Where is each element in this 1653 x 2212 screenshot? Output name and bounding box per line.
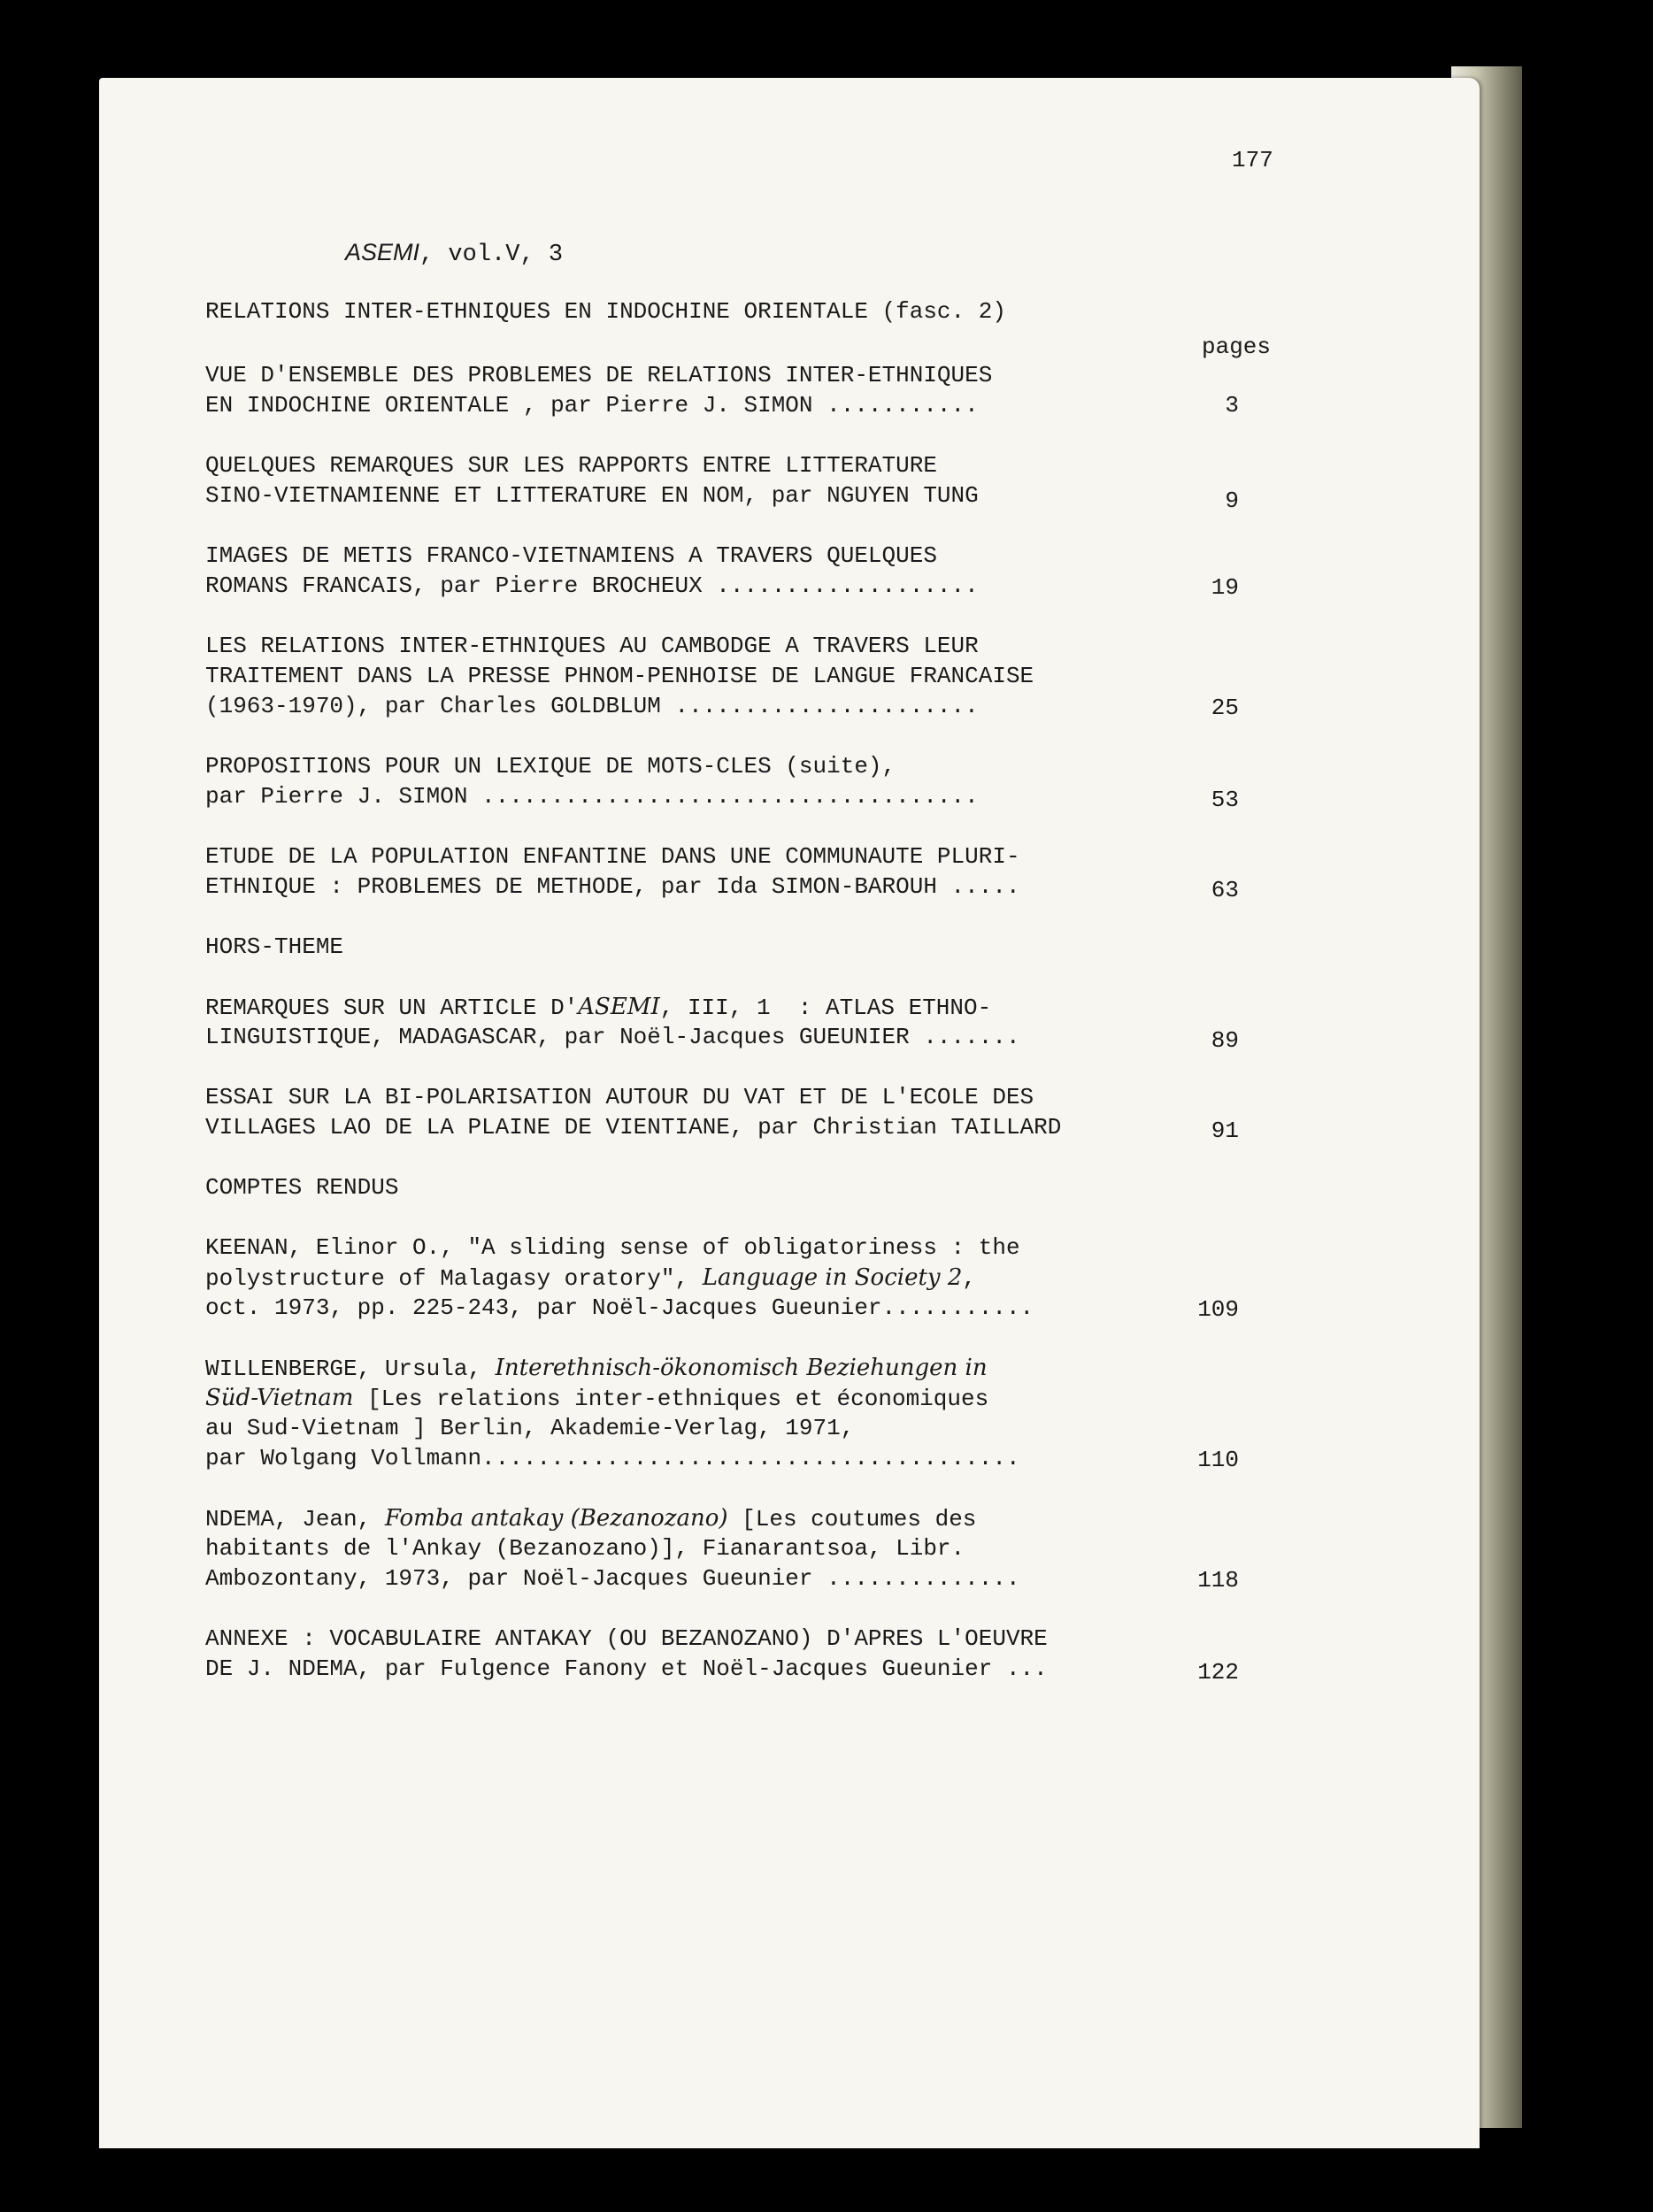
toc-entry-page: 53 xyxy=(1211,787,1239,813)
toc-entry-line: VUE D'ENSEMBLE DES PROBLEMES DE RELATIONS INTER-ETHNIQUES xyxy=(205,362,993,388)
review-line: habitants de l'Ankay (Bezanozano)], Fianarantsoa, Libr. xyxy=(205,1535,965,1562)
toc-entry-line: VILLAGES LAO DE LA PLAINE DE VIENTIANE, par Christian TAILLARD xyxy=(205,1114,1062,1141)
review-page: 110 xyxy=(1197,1447,1239,1473)
toc-entry-line: QUELQUES REMARQUES SUR LES RAPPORTS ENTRE LITTERATURE xyxy=(205,452,937,479)
review-line: WILLENBERGE, Ursula, Interethnisch-ökonomisch Beziehungen in xyxy=(205,1355,988,1382)
toc-entry-line: LINGUISTIQUE, MADAGASCAR, par Noël-Jacques GUEUNIER ....... xyxy=(205,1024,1020,1050)
review-line: DE J. NDEMA, par Fulgence Fanony et Noël-Jacques Gueunier ... xyxy=(205,1655,1048,1682)
review-page: 122 xyxy=(1197,1659,1239,1686)
toc-entry-line: ESSAI SUR LA BI-POLARISATION AUTOUR DU VAT ET DE L'ECOLE DES xyxy=(205,1084,1034,1110)
journal-name: ASEMI xyxy=(345,239,420,265)
review-line: oct. 1973, pp. 225-243, par Noël-Jacques Gueunier........... xyxy=(205,1294,1034,1321)
pages-column-label: pages xyxy=(1201,334,1271,360)
journal-volume: , vol.V, 3 xyxy=(419,242,564,268)
journal-reference xyxy=(345,239,563,268)
toc-entry-line: TRAITEMENT DANS LA PRESSE PHNOM-PENHOISE DE LANGUE FRANCAISE xyxy=(205,663,1034,689)
toc-entry-line: EN INDOCHINE ORIENTALE , par Pierre J. SIMON ........... xyxy=(205,392,979,419)
section-title: RELATIONS INTER-ETHNIQUES EN INDOCHINE ORIENTALE (fasc. 2) xyxy=(205,298,1006,325)
toc-entry-page: 89 xyxy=(1211,1027,1239,1054)
toc-entry-page: 91 xyxy=(1211,1118,1239,1144)
toc-entry-page: 3 xyxy=(1225,392,1239,419)
section-heading-comptes-rendus: COMPTES RENDUS xyxy=(205,1174,399,1201)
toc-entry-line: LES RELATIONS INTER-ETHNIQUES AU CAMBODGE A TRAVERS LEUR xyxy=(205,633,979,659)
review-line: Ambozontany, 1973, par Noël-Jacques Gueunier .............. xyxy=(205,1565,1020,1592)
review-line: Süd-Vietnam [Les relations inter-ethniques et économiques xyxy=(205,1385,989,1412)
toc-entry-page: 25 xyxy=(1211,695,1239,721)
toc-entry-line: ETHNIQUE : PROBLEMES DE METHODE, par Ida SIMON-BAROUH ..... xyxy=(205,873,1020,900)
toc-entry-line: ETUDE DE LA POPULATION ENFANTINE DANS UNE COMMUNAUTE PLURI- xyxy=(205,843,1020,870)
toc-entry-line: PROPOSITIONS POUR UN LEXIQUE DE MOTS-CLES (suite), xyxy=(205,753,896,780)
toc-entry-page: 63 xyxy=(1211,877,1239,903)
toc-entry-line: IMAGES DE METIS FRANCO-VIETNAMIENS A TRAVERS QUELQUES xyxy=(205,542,937,569)
toc-entry-line: REMARQUES SUR UN ARTICLE D'ASEMI, III, 1 : ATLAS ETHNO- xyxy=(205,994,992,1021)
review-line: KEENAN, Elinor O., "A sliding sense of obligatoriness : the xyxy=(205,1234,1020,1261)
toc-entry-line: (1963-1970), par Charles GOLDBLUM ...................... xyxy=(205,693,979,719)
toc-entry-line: par Pierre J. SIMON .................................... xyxy=(205,783,979,810)
review-line: NDEMA, Jean, Fomba antakay (Bezanozano) [Les coutumes des xyxy=(205,1505,977,1532)
review-line: polystructure of Malagasy oratory", Language in Society 2, xyxy=(205,1264,977,1292)
review-page: 118 xyxy=(1197,1567,1239,1594)
review-line: au Sud-Vietnam ] Berlin, Akademie-Verlag, 1971, xyxy=(205,1415,855,1441)
toc-entry-line: SINO-VIETNAMIENNE ET LITTERATURE EN NOM, par NGUYEN TUNG xyxy=(205,482,979,509)
section-heading-hors-theme: HORS-THEME xyxy=(205,933,344,960)
page-number: 177 xyxy=(1232,147,1273,173)
toc-entry-line: ROMANS FRANCAIS, par Pierre BROCHEUX ................... xyxy=(205,572,979,599)
toc-entry-page: 19 xyxy=(1211,574,1239,601)
toc-entry-page: 9 xyxy=(1225,488,1239,514)
review-line: par Wolgang Vollmann....................................... xyxy=(205,1445,1020,1471)
review-page: 109 xyxy=(1197,1296,1239,1323)
review-line: ANNEXE : VOCABULAIRE ANTAKAY (OU BEZANOZANO) D'APRES L'OEUVRE xyxy=(205,1625,1048,1652)
